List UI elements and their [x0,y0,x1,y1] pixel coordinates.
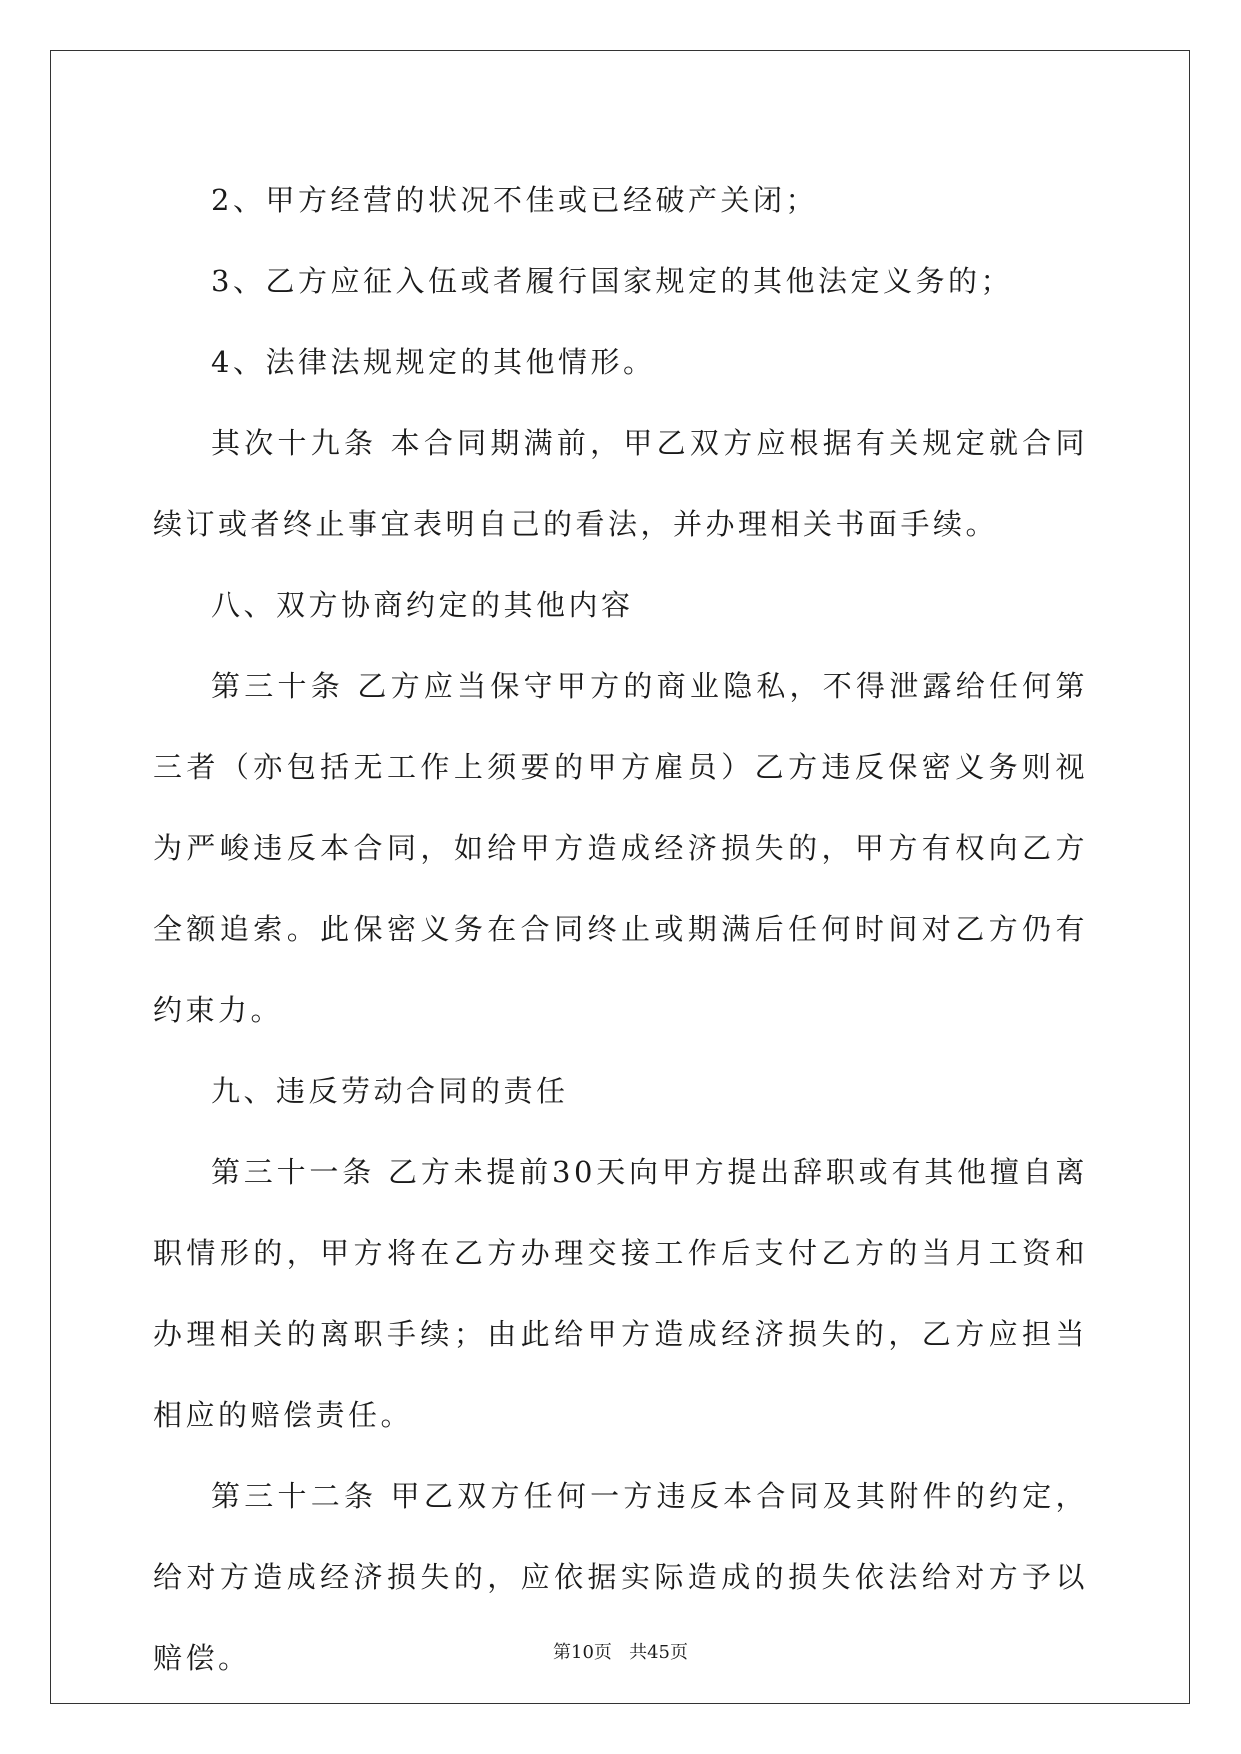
paragraph-clause-3: 3、乙方应征入伍或者履行国家规定的其他法定义务的； [211,264,1013,298]
paragraph-clause-4: 4、法律法规规定的其他情形。 [211,345,656,379]
paragraph-article-29: 其次十九条 本合同期满前，甲乙双方应根据有关规定就合同续订或者终止事宜表明自己的看法，并办理相关书面手续。 [153,426,1088,541]
paragraph-clause-2: 2、甲方经营的状况不佳或已经破产关闭； [211,183,818,217]
page-number-footer: 第10页 共45页 [553,1642,688,1663]
paragraph-article-32: 第三十二条 甲乙双方任何一方违反本合同及其附件的约定，给对方造成经济损失的，应依据实际造成的损失依法给对方予以赔偿。 [153,1479,1088,1675]
document-body [153,160,1088,1699]
paragraph-article-30: 第三十条 乙方应当保守甲方的商业隐私，不得泄露给任何第三者（亦包括无工作上须要的甲方雇员）乙方违反保密义务则视为严峻违反本合同，如给甲方造成经济损失的，甲方有权向乙方全额追索。此保密义务在合同终止或期满后任何时间对乙方仍有约束力。 [153,669,1088,1027]
section-heading-9: 九、违反劳动合同的责任 [211,1074,569,1108]
paragraph-article-31: 第三十一条 乙方未提前30天向甲方提出辞职或有其他擅自离职情形的，甲方将在乙方办理交接工作后支付乙方的当月工资和办理相关的离职手续；由此给甲方造成经济损失的，乙方应担当相应的赔偿责任。 [153,1155,1088,1432]
section-heading-8: 八、双方协商约定的其他内容 [211,588,634,622]
